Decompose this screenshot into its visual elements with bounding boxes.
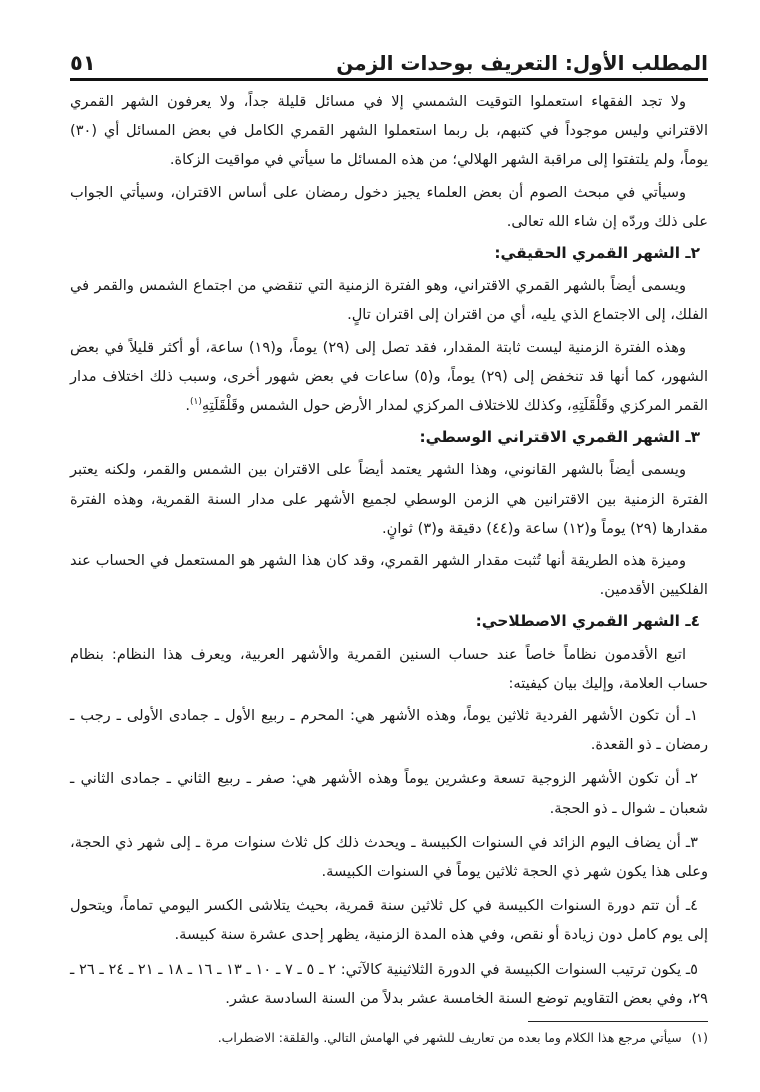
heading-true-lunar-month: ٢ـ الشهر القمري الحقيقي: xyxy=(494,244,700,263)
page-body xyxy=(70,87,708,1013)
footnote xyxy=(70,1028,708,1048)
list-item-leap-day: ٣ـ أن يضاف اليوم الزائد في السنوات الكبيسة ـ ويحدث ذلك كل ثلاث سنوات مرة ـ إلى شهر ذي الحجة، وعلى هذا يكون شهر ذي الحجة ثلاثين يوماً في السنوات الكبيسة. xyxy=(70,833,708,881)
list-item-thirty-year-cycle: ٤ـ أن تتم دورة السنوات الكبيسة في كل ثلاثين سنة قمرية، بحيث يتلاشى الكسر اليومي تماماً، ويتحول إلى يوم كامل دون زيادة أو نقص، وفي هذه المدة الزمنية، يظهر إحدى عشرة سنة كبيسة. xyxy=(70,897,708,944)
heading-conventional-month: ٤ـ الشهر القمري الاصطلاحي: xyxy=(475,612,700,631)
list-item-even-months: ٢ـ أن تكون الأشهر الزوجية تسعة وعشرين يوماً وهذه الأشهر هي: صفر ـ ربيع الثاني ـ جمادى الثاني ـ شعبان ـ شوال ـ ذو الحجة. xyxy=(70,770,708,817)
page-number: ٥١ xyxy=(70,51,96,75)
book-page xyxy=(70,32,708,1078)
paragraph-fiqh-timing: ولا تجد الفقهاء استعملوا التوقيت الشمسي إلا في مسائل قليلة جداً، ولا يعرفون الشهر القمري الاقتراني وليس موجوداً في كتبهم، بل ربما استعملوا الشهر القمري الكامل في بعض المسائل أي (٣٠) يوماً، ولم يلتفتوا إلى مراقبة الشهر الهلالي؛ من هذه المسائل ما سيأتي في مواقيت الزكاة. xyxy=(70,93,708,169)
paragraph-mean-month-definition: ويسمى أيضاً بالشهر القانوني، وهذا الشهر يعتمد أيضاً على الاقتران بين الشمس والقمر، ولكنه يعتبر الفترة الزمنية بين الاقترانين هي الزمن الوسطي لجميع الأشهر على مدار السنة القمرية، وهذه الفترة مقدارها (٢٩) يوماً و(١٢) ساعة و(٤٤) دقيقة و(٣) ثوانٍ. xyxy=(70,461,708,537)
footnote-separator xyxy=(528,1021,708,1022)
paragraph-variable-duration: وهذه الفترة الزمنية ليست ثابتة المقدار، فقد تصل إلى (٢٩) يوماً، و(١٩) ساعة، أو أكثر قليلاً في بعض الشهور، كما أنها قد تنخفض إلى (٢٩) يوماً، و(٥) ساعات في بعض شهور أخرى، وسبب ذلك اختلاف مدار القمر المركزي وقَلْقَلَتِهِ، وكذلك للاختلاف المركزي لمدار الأرض حول الشمس وقَلْقَلَتِهِ$^{(١)}$. xyxy=(70,338,708,415)
running-title: المطلب الأول: التعريف بوحدات الزمن xyxy=(336,51,708,75)
footnote-reference: (١) xyxy=(189,397,202,408)
paragraph-variable-duration-text: وهذه الفترة الزمنية ليست ثابتة المقدار، فقد تصل إلى (٢٩) يوماً، و(١٩) ساعة، أو أكثر قليلاً في بعض الشهور، كما أنها قد تنخفض إلى (٢٩) يوماً، و(٥) ساعات في بعض شهور أخرى، وسبب ذلك اختلاف مدار القمر المركزي وقَلْقَلَتِهِ، وكذلك للاختلاف المركزي لمدار الأرض حول الشمس وقَلْقَلَتِهِ xyxy=(70,338,708,415)
paragraph-mean-month-advantage: وميزة هذه الطريقة أنها تُثبت مقدار الشهر القمري، وقد كان هذا الشهر هو المستعمل في الحساب عند الفلكيين الأقدمين. xyxy=(70,552,708,599)
page-header xyxy=(70,32,708,81)
footnote-marker: (١) xyxy=(691,1030,708,1046)
heading-mean-synodic-month: ٣ـ الشهر القمري الاقتراني الوسطي: xyxy=(419,428,700,447)
paragraph-true-month-definition: ويسمى أيضاً بالشهر القمري الاقتراني، وهو الفترة الزمنية التي تنقضي من اجتماع الشمس والقمر في الفلك، إلى الاجتماع الذي يليه، أي من اقتران إلى اقتران تالٍ. xyxy=(70,277,708,324)
list-item-odd-months: ١ـ أن تكون الأشهر الفردية ثلاثين يوماً، وهذه الأشهر هي: المحرم ـ ربيع الأول ـ جمادى الأولى ـ رجب ـ رمضان ـ ذو القعدة. xyxy=(70,707,708,754)
paragraph-ramadan-conjunction: وسيأتي في مبحث الصوم أن بعض العلماء يجيز دخول رمضان على أساس الاقتران، وسيأتي الجواب على ذلك وردّه إن شاء الله تعالى. xyxy=(70,183,708,230)
paragraph-conventional-intro: اتبع الأقدمون نظاماً خاصاً عند حساب السنين القمرية والأشهر العربية، ويعرف هذا النظام: بنظام حساب العلامة، وإليك بيان كيفيته: xyxy=(70,645,708,692)
list-item-leap-years-order: ٥ـ يكون ترتيب السنوات الكبيسة في الدورة الثلاثينية كالآتي: ٢ ـ ٥ ـ ٧ ـ ١٠ ـ ١٣ ـ ١٦ ـ ١٨ ـ ٢١ ـ ٢٤ ـ ٢٦ ـ ٢٩، وفي بعض التقاويم توضع السنة الخامسة عشر بدلاً من السنة السادسة عشر. xyxy=(70,960,708,1007)
footnote-text: سيأتي مرجع هذا الكلام وما بعده من تعاريف للشهر في الهامش التالي. والقلقة: الاضطراب. xyxy=(217,1030,682,1046)
